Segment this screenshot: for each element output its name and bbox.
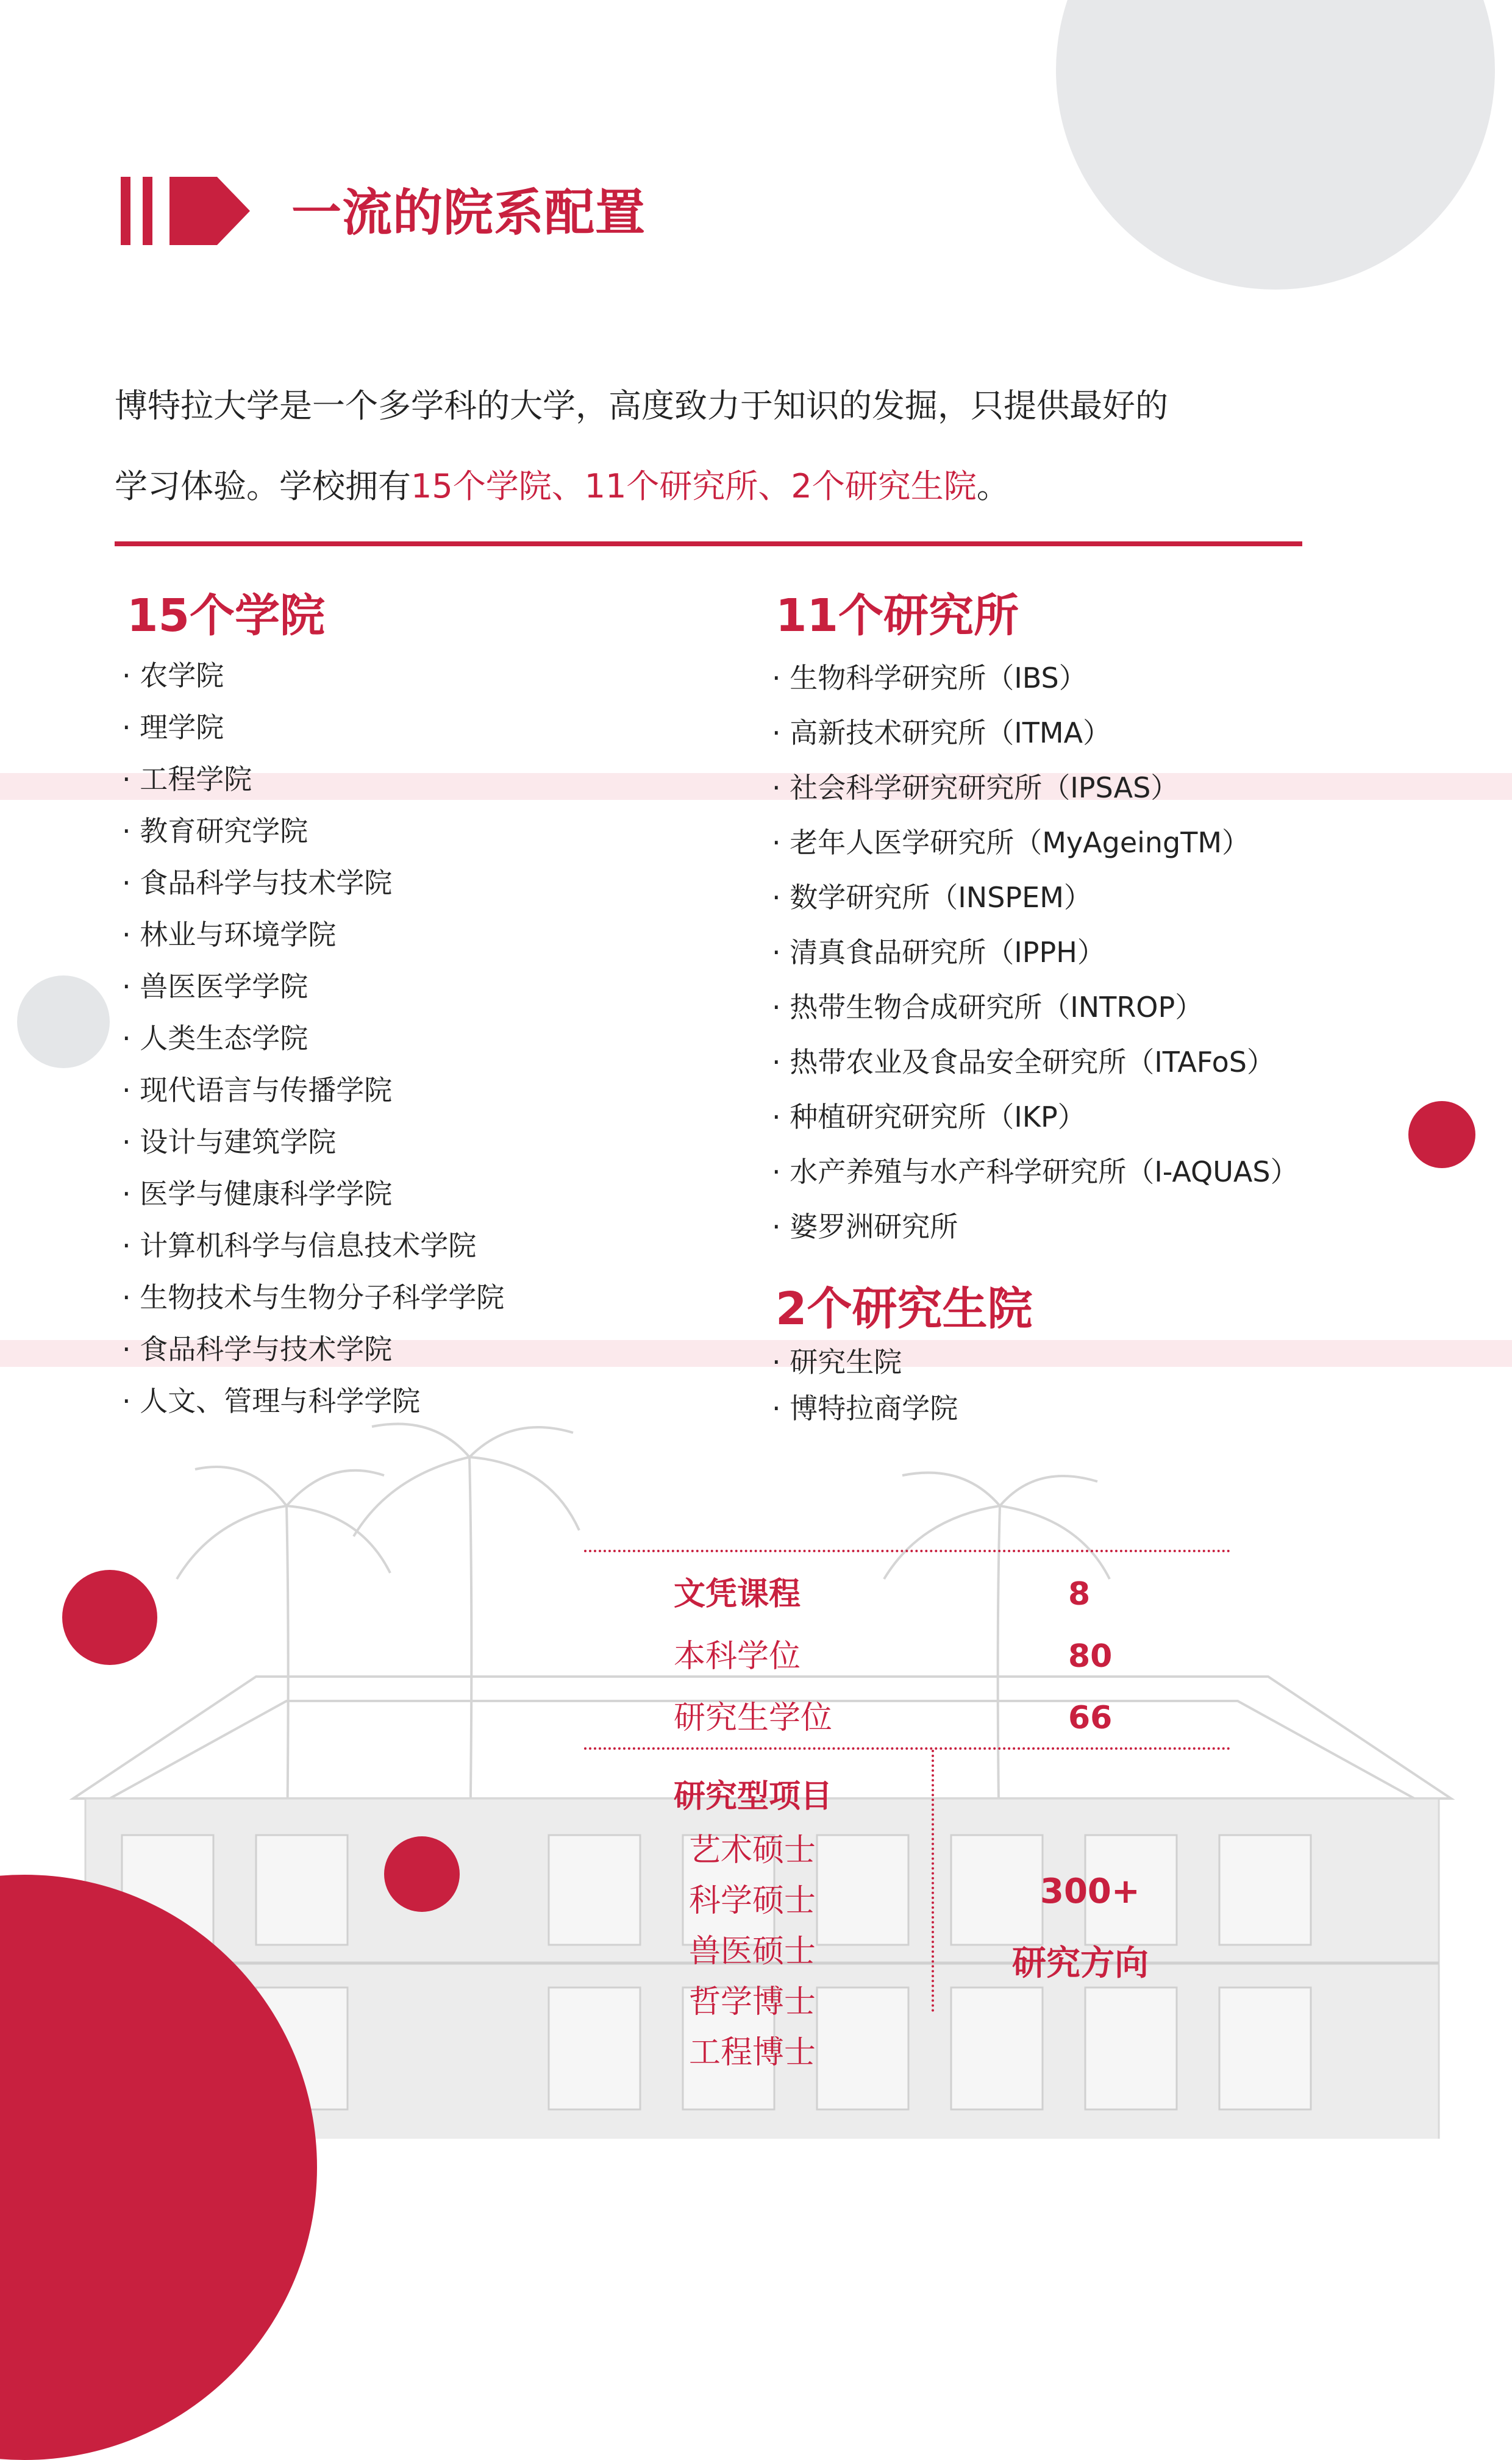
research-program-item: 哲学博士 xyxy=(689,1984,816,2020)
college-item: · 人类生态学院 xyxy=(122,1022,308,1055)
postgrad-label: 研究生学位 xyxy=(674,1700,833,1736)
institute-item: · 热带农业及食品安全研究所（ITAFoS） xyxy=(772,1046,1275,1078)
decorative-circle-top-right xyxy=(1056,0,1495,290)
college-item: · 林业与环境学院 xyxy=(122,918,337,951)
research-count: 300+ xyxy=(1040,1872,1140,1911)
institute-item: · 数学研究所（INSPEM） xyxy=(772,881,1092,914)
postgrad-value: 66 xyxy=(1068,1700,1113,1736)
colleges-heading: 15个学院 xyxy=(127,590,325,642)
research-program-item: 艺术硕士 xyxy=(689,1832,816,1869)
diploma-label: 文凭课程 xyxy=(674,1576,801,1613)
graduate-schools-list xyxy=(772,1341,958,1434)
college-item: · 计算机科学与信息技术学院 xyxy=(122,1229,477,1262)
dotted-divider xyxy=(584,1747,1230,1750)
institute-item: · 老年人医学研究所（MyAgeingTM） xyxy=(772,826,1250,859)
institute-item: · 婆罗洲研究所 xyxy=(772,1210,958,1243)
research-programs-title: 研究型项目 xyxy=(674,1778,833,1815)
institutes-list xyxy=(772,656,1299,1260)
institute-item: · 高新技术研究所（ITMA） xyxy=(772,716,1111,749)
page-title: 一流的院系配置 xyxy=(291,184,646,242)
decorative-circle-red xyxy=(1408,1101,1475,1168)
institutes-heading: 11个研究所 xyxy=(776,590,1019,642)
college-item: · 食品科学与技术学院 xyxy=(122,1333,393,1366)
college-item: · 医学与健康科学学院 xyxy=(122,1177,393,1210)
institute-item: · 清真食品研究所（IPPH） xyxy=(772,936,1105,969)
bachelor-value: 80 xyxy=(1068,1638,1113,1675)
graduate-school-item: · 博特拉商学院 xyxy=(772,1392,958,1425)
graduate-schools-heading: 2个研究生院 xyxy=(776,1283,1033,1335)
diploma-value: 8 xyxy=(1068,1576,1091,1613)
college-item: · 现代语言与传播学院 xyxy=(122,1074,393,1107)
college-item: · 教育研究学院 xyxy=(122,815,308,847)
section-marker-icon xyxy=(117,174,251,248)
college-item: · 设计与建筑学院 xyxy=(122,1125,337,1158)
college-item: · 理学院 xyxy=(122,711,224,744)
college-item: · 农学院 xyxy=(122,659,224,692)
decorative-circle-gray xyxy=(17,975,110,1068)
intro-line-1: 博特拉大学是一个多学科的大学，高度致力于知识的发掘，只提供最好的 xyxy=(115,387,1168,425)
college-item: · 生物技术与生物分子科学学院 xyxy=(122,1281,505,1314)
dotted-vertical-divider xyxy=(932,1750,934,2012)
intro-text: 学习体验。学校拥有 xyxy=(115,467,411,505)
research-program-item: 科学硕士 xyxy=(689,1883,816,1919)
college-item: · 兽医医学学院 xyxy=(122,970,308,1003)
college-item: · 食品科学与技术学院 xyxy=(122,866,393,899)
college-item: · 工程学院 xyxy=(122,763,252,796)
graduate-school-item: · 研究生院 xyxy=(772,1346,902,1378)
institute-item: · 热带生物合成研究所（INTROP） xyxy=(772,991,1204,1024)
intro-text: 。 xyxy=(976,467,1010,505)
institute-item: · 社会科学研究研究所（IPSAS） xyxy=(772,771,1179,804)
decorative-circle-red xyxy=(62,1570,157,1665)
research-program-item: 兽医硕士 xyxy=(689,1933,816,1970)
section-divider xyxy=(115,541,1302,546)
institute-item: · 水产养殖与水产科学研究所（I-AQUAS） xyxy=(772,1155,1299,1188)
intro-paragraph xyxy=(115,366,1334,527)
colleges-list xyxy=(122,654,504,1431)
bachelor-label: 本科学位 xyxy=(674,1638,801,1675)
intro-highlight: 15个学院、11个研究所、2个研究生院 xyxy=(411,467,977,505)
college-item: · 人文、管理与科学学院 xyxy=(122,1385,421,1417)
dotted-divider xyxy=(584,1550,1230,1552)
decorative-circle-red xyxy=(384,1836,460,1912)
intro-line-2 xyxy=(115,446,1334,527)
research-directions-label: 研究方向 xyxy=(1012,1944,1149,1983)
institute-item: · 生物科学研究所（IBS） xyxy=(772,661,1087,694)
research-program-item: 工程博士 xyxy=(689,2034,816,2071)
institute-item: · 种植研究研究所（IKP） xyxy=(772,1100,1086,1133)
